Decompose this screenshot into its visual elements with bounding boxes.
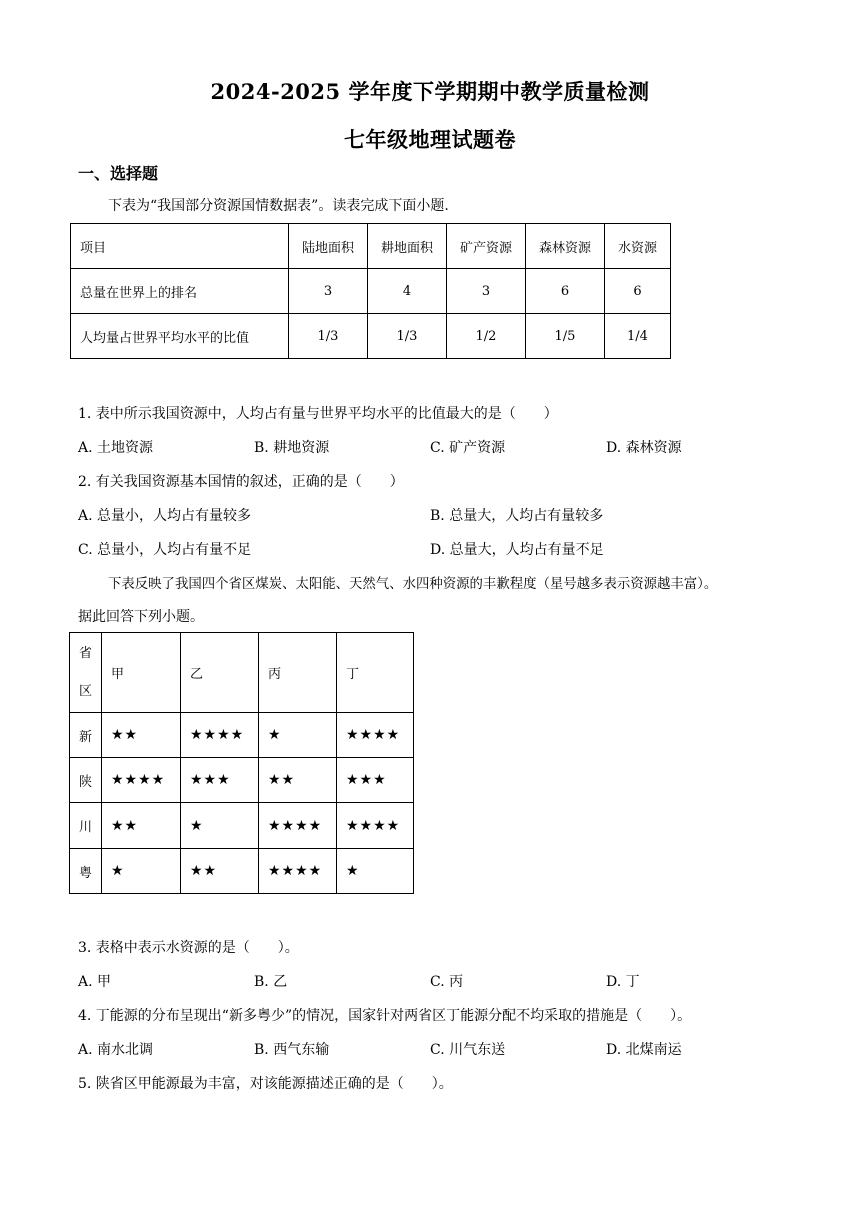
table-header-cell: 森林资源 [526, 224, 605, 269]
table-cell: 6 [605, 269, 671, 314]
table-row [70, 713, 414, 758]
table-header-cell: 矿产资源 [447, 224, 526, 269]
q2-option-c[interactable]: C. 总量小，人均占有量不足 [78, 542, 252, 558]
province-cell: 新 [70, 713, 102, 758]
table-cell: 3 [447, 269, 526, 314]
star-rating-cell: ★★ [102, 713, 181, 758]
corner-label-top: 省 [79, 645, 93, 661]
star-rating-cell: ★★★ [337, 758, 414, 803]
q1-option-d[interactable]: D. 森林资源 [606, 440, 682, 456]
question-2-stem: 2. 有关我国资源基本国情的叙述，正确的是（ ） [78, 474, 404, 490]
table-row [71, 314, 671, 359]
table-cell: 人均量占世界平均水平的比值 [71, 314, 289, 359]
province-cell: 粤 [70, 849, 102, 894]
star-rating-cell: ★★★★ [337, 803, 414, 849]
star-rating-cell: ★★ [181, 849, 259, 894]
star-rating-cell: ★ [259, 713, 337, 758]
table-header-cell: 项目 [71, 224, 289, 269]
exam-title: 2024-2025 学年度下学期期中教学质量检测 [210, 79, 650, 104]
q1-option-b[interactable]: B. 耕地资源 [254, 440, 330, 456]
q1-option-c[interactable]: C. 矿产资源 [430, 440, 506, 456]
star-rating-cell: ★★★★ [259, 849, 337, 894]
resource-data-table [70, 223, 671, 359]
section-heading: 一、选择题 [78, 164, 159, 183]
question-4-stem: 4. 丁能源的分布呈现出“新多粤少”的情况，国家针对两省区丁能源分配不均采取的措施是（ ）。 [78, 1008, 692, 1024]
table-row [71, 269, 671, 314]
star-rating-cell: ★★★★ [181, 713, 259, 758]
table-cell: 1/4 [605, 314, 671, 359]
exam-subtitle: 七年级地理试题卷 [344, 127, 516, 152]
table-header-cell: 甲 [102, 633, 181, 713]
table-header-cell: 陆地面积 [289, 224, 368, 269]
star-rating-cell: ★★★ [181, 758, 259, 803]
province-cell: 川 [70, 803, 102, 849]
q2-option-d[interactable]: D. 总量大，人均占有量不足 [430, 542, 604, 558]
table-cell: 1/3 [289, 314, 368, 359]
table-cell: 1/5 [526, 314, 605, 359]
table-row [70, 803, 414, 849]
star-rating-cell: ★ [102, 849, 181, 894]
q3-option-a[interactable]: A. 甲 [78, 974, 112, 990]
table-cell: 3 [289, 269, 368, 314]
star-rating-cell: ★★ [102, 803, 181, 849]
province-resource-table [69, 632, 414, 894]
table-header-row [71, 224, 671, 269]
star-rating-cell: ★★★★ [337, 713, 414, 758]
q3-option-b[interactable]: B. 乙 [254, 974, 288, 990]
star-rating-cell: ★ [181, 803, 259, 849]
question-1-stem: 1. 表中所示我国资源中，人均占有量与世界平均水平的比值最大的是（ ） [78, 406, 558, 422]
q1-option-a[interactable]: A. 土地资源 [78, 440, 154, 456]
table-cell: 总量在世界上的排名 [71, 269, 289, 314]
q3-option-d[interactable]: D. 丁 [606, 974, 640, 990]
table-cell: 1/3 [368, 314, 447, 359]
q3-option-c[interactable]: C. 丙 [430, 974, 464, 990]
question-5-stem: 5. 陕省区甲能源最为丰富，对该能源描述正确的是（ ）。 [78, 1076, 453, 1092]
q2-option-a[interactable]: A. 总量小，人均占有量较多 [78, 508, 252, 524]
table-header-cell: 丁 [337, 633, 414, 713]
intro-paragraph-1: 下表为“我国部分资源国情数据表”。读表完成下面小题. [108, 198, 449, 214]
q4-option-d[interactable]: D. 北煤南运 [606, 1042, 682, 1058]
table-header-cell: 丙 [259, 633, 337, 713]
star-rating-cell: ★★★★ [259, 803, 337, 849]
province-cell: 陕 [70, 758, 102, 803]
q4-option-b[interactable]: B. 西气东输 [254, 1042, 330, 1058]
table-row [70, 849, 414, 894]
table-row [70, 758, 414, 803]
table-header-cell: 水资源 [605, 224, 671, 269]
q4-option-c[interactable]: C. 川气东送 [430, 1042, 506, 1058]
corner-label-bottom: 区 [79, 683, 93, 699]
question-3-stem: 3. 表格中表示水资源的是（ ）。 [78, 940, 299, 956]
table-header-cell: 乙 [181, 633, 259, 713]
table-cell: 4 [368, 269, 447, 314]
q4-option-a[interactable]: A. 南水北调 [78, 1042, 154, 1058]
star-rating-cell: ★ [337, 849, 414, 894]
table-cell: 6 [526, 269, 605, 314]
table-corner-cell [70, 633, 102, 713]
table-cell: 1/2 [447, 314, 526, 359]
intro-paragraph-2: 下表反映了我国四个省区煤炭、太阳能、天然气、水四种资源的丰歉程度（星号越多表示资源越丰富）。 [108, 577, 718, 592]
intro-paragraph-2-cont: 据此回答下列小题。 [78, 609, 204, 625]
q2-option-b[interactable]: B. 总量大，人均占有量较多 [430, 508, 604, 524]
star-rating-cell: ★★★★ [102, 758, 181, 803]
table-header-row [70, 633, 414, 713]
star-rating-cell: ★★ [259, 758, 337, 803]
table-header-cell: 耕地面积 [368, 224, 447, 269]
